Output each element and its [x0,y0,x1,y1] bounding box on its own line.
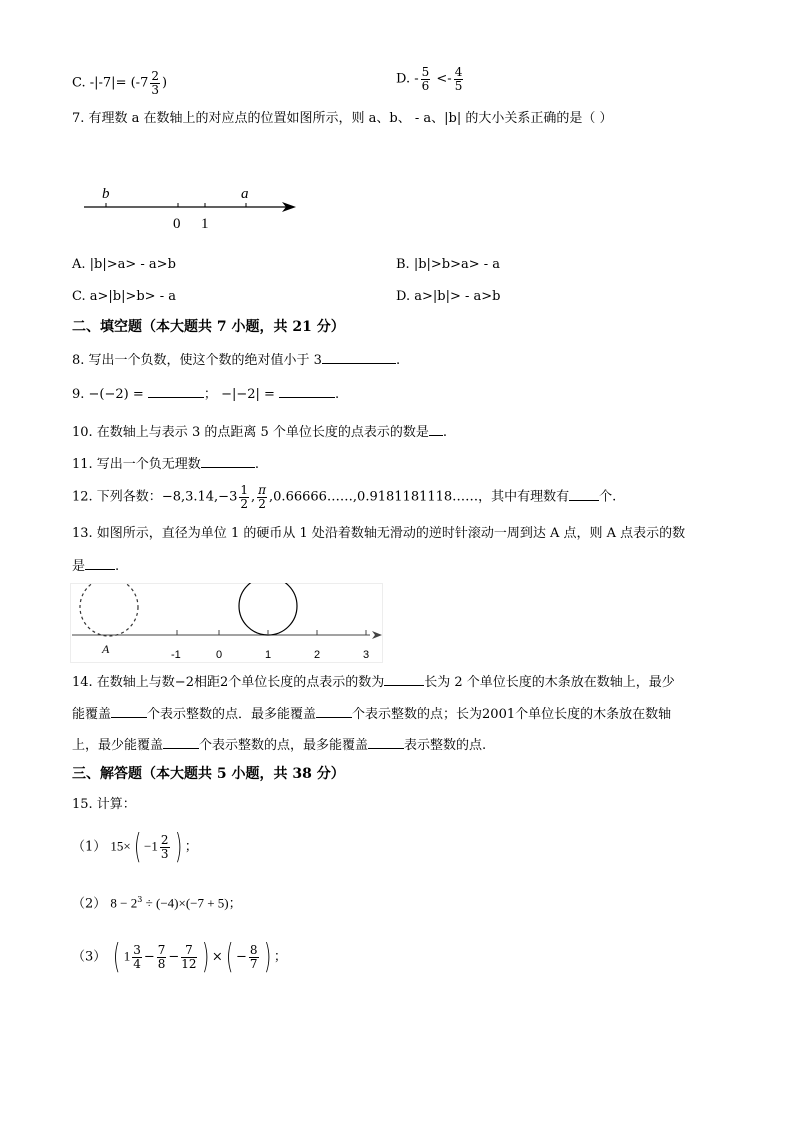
q14-blank4 [163,736,199,749]
q9-question [72,385,339,403]
q9-blank1 [148,385,204,398]
q6-c-prefix: C. -|-7|= [72,75,127,91]
q12-prefix: 12. 下列各数： [72,489,162,505]
q12-nums: −8,3.14,−3 [161,489,238,505]
q15-p3-frac1 [132,944,142,970]
q8-question [72,351,400,369]
q9-sep: ； [203,387,217,402]
q10-question [72,423,447,441]
q14-line2 [72,705,671,723]
q15-p3-times: × [211,949,223,965]
q6-d-mid: <- [436,71,452,87]
q6-c-fraction [150,70,160,96]
q14-line3-c: 表示整数的点. [404,738,487,753]
q13-label-0: 0 [216,649,223,661]
q6-d-den2: 5 [454,78,463,93]
q15-p3-f3-den: 12 [181,956,197,971]
q15-p3-whole: 1 [123,948,131,964]
q15-p1-end: ； [184,839,198,855]
q15-p3-f1-num: 3 [133,942,141,957]
q7-question: 7. 有理数 a 在数轴上的对应点的位置如图所示，则 a、b、 - a、|b| 的大小关系正确的是（ ） [72,111,613,126]
q15-p1-label: （1） [72,839,107,855]
q15-p3-lparen1: ( [113,937,121,977]
section3-title: 三、解答题（本大题共 5 小题，共 38 分） [72,766,345,782]
q15-p2-label: （2） [72,896,107,912]
q14-line3 [72,736,486,754]
q6-d-fraction2 [454,66,464,92]
q15-p3-f4-den: 7 [249,956,258,971]
q15-p3-frac2 [157,944,167,970]
q12-mixed-den: 2 [240,496,248,511]
q13-dashed-coin [80,583,138,636]
q14-line1 [72,673,675,691]
q15-p1-rparen: ) [174,827,182,867]
q15-p3-f2-num: 7 [157,942,166,957]
q13-axis-arrow [372,631,382,639]
q7-label-b: b [102,186,110,202]
q6-d-num2: 4 [454,65,463,79]
q14-line2-c: 个表示整数的点；长为2001个单位长度的木条放在数轴 [352,707,672,722]
q15-part1 [72,827,198,867]
q6-d-den1: 6 [421,78,430,93]
q9-blank2 [279,385,335,398]
q15-p1-num: 2 [160,832,169,847]
q14-line2-a: 能覆盖 [72,707,112,722]
q13-coin [239,583,297,635]
q13-label-neg1: -1 [171,649,181,661]
q12-question [72,484,616,510]
q8-text: 8. 写出一个负数，使这个数的绝对值小于 3 [72,353,322,368]
q13-line1: 13. 如图所示，直径为单位 1 的硬币从 1 处沿着数轴无滑动的逆时针滚动一周到达 A 点，则 A 点表示的数 [72,526,686,541]
q12-end: 个. [599,489,617,505]
q6-c-close: ) [162,75,168,91]
q15-p3-neg: − [236,949,247,965]
q9-prefix: 9. −(−2) = [72,387,144,402]
q15-p3-f3-num: 7 [181,944,196,958]
q14-line1-a: 14. 在数轴上与数−2相距2个单位长度的点表示的数为 [72,675,385,690]
q7-label-0: 0 [173,216,181,232]
q14-line3-b: 个表示整数的点，最多能覆盖 [199,738,369,753]
q6-d-prefix: D. - [396,71,419,87]
q15-p1-fraction [160,834,170,860]
q15-p3-minus2: − [168,949,180,965]
q10-end: . [442,425,448,440]
q9-mid: −|−2| = [221,387,275,402]
q12-pi-den: 2 [258,496,266,511]
q11-question [72,455,259,473]
q6-d-num1: 5 [421,65,430,79]
q15-p3-rparen2: ) [263,937,271,977]
q6-c-den: 3 [151,82,159,97]
q13-figure-frame [71,584,383,663]
q15-p1-inner: −1 [144,838,158,854]
q15-part3 [72,937,287,977]
q14-blank1 [384,673,424,686]
q14-line2-b: 个表示整数的点．最多能覆盖 [147,707,317,722]
q15-p3-minus1: − [143,949,155,965]
q8-end: . [395,353,401,368]
q6-c-num: 2 [151,69,159,83]
q11-text: 11. 写出一个负无理数 [72,457,201,472]
q6-c-suffix: (-7 [130,75,149,91]
q14-line1-b: 长为 2 个单位长度的木条放在数轴上，最少 [424,675,675,690]
q13-coin-figure [70,583,384,663]
q6-d-fraction1 [421,66,431,92]
q12-mixed-num: 1 [240,483,248,497]
q7-option-a: A. |b|>a> - a>b [72,257,176,272]
q13-line2-text: 是 [72,559,86,574]
q8-blank [322,351,396,364]
q15-p1-lparen: ( [133,827,142,867]
q9-end: . [335,387,340,402]
q15-p3-frac3 [181,944,196,970]
q14-line3-a: 上，最少能覆盖 [72,738,164,753]
q15-p3-f4-num: 8 [249,942,258,957]
q15-p1-expr: 15× [110,838,131,854]
q7-label-1: 1 [201,216,209,232]
q7-option-c: C. a>|b|>b> - a [72,289,176,304]
q6-option-c [72,70,167,96]
q13-line2-end: . [115,559,120,574]
q12-rest: ,0.66666……,0.9181181118……，其中有理数有 [269,489,570,505]
q15-p2-expr-a: 8 − 2 [110,895,138,911]
q15-p3-frac4 [249,944,259,970]
q12-blank [569,488,599,501]
q11-blank [201,455,255,468]
q15-p3-label: （3） [72,949,107,965]
q13-label-3: 3 [363,649,370,661]
q14-blank5 [368,736,404,749]
q15-p3-rparen1: ) [201,937,209,977]
q12-mixed-fraction [239,484,249,510]
q15-part2 [72,895,242,912]
q11-end: . [254,457,259,472]
q6-option-d [396,66,465,92]
q13-line2 [72,557,119,575]
q7-option-d: D. a>|b|> - a>b [396,289,501,304]
q10-text: 10. 在数轴上与表示 3 的点距离 5 个单位长度的点表示的数是 [72,425,429,440]
q13-label-A: A [102,642,110,656]
q13-label-1: 1 [265,649,272,661]
q7-number-line [78,178,308,234]
q12-comma: , [251,489,256,505]
q15-p2-end: ； [228,896,242,912]
q7-label-a: a [241,186,249,202]
q15-p3-lparen2: ( [225,937,234,977]
section2-title: 二、填空题（本大题共 7 小题，共 21 分） [72,319,345,335]
q15-p2-exponent: 3 [137,895,143,904]
q7-option-b: B. |b|>b>a> - a [396,257,501,272]
q12-pi-fraction [257,484,267,510]
q15-p3-f2-den: 8 [157,956,166,971]
q15-p1-den: 3 [160,846,169,861]
q14-blank3 [316,705,352,718]
q12-pi: π [258,483,267,497]
q14-blank2 [111,705,147,718]
q15-title: 15. 计算： [72,797,136,812]
q13-blank [85,557,115,570]
q15-p3-f1-den: 4 [133,956,141,971]
q10-blank [429,423,443,436]
q15-p2-expr-b: ÷ (−4)×(−7 + 5) [142,895,229,911]
q15-p3-end: ； [273,949,287,965]
q13-label-2: 2 [314,649,321,661]
